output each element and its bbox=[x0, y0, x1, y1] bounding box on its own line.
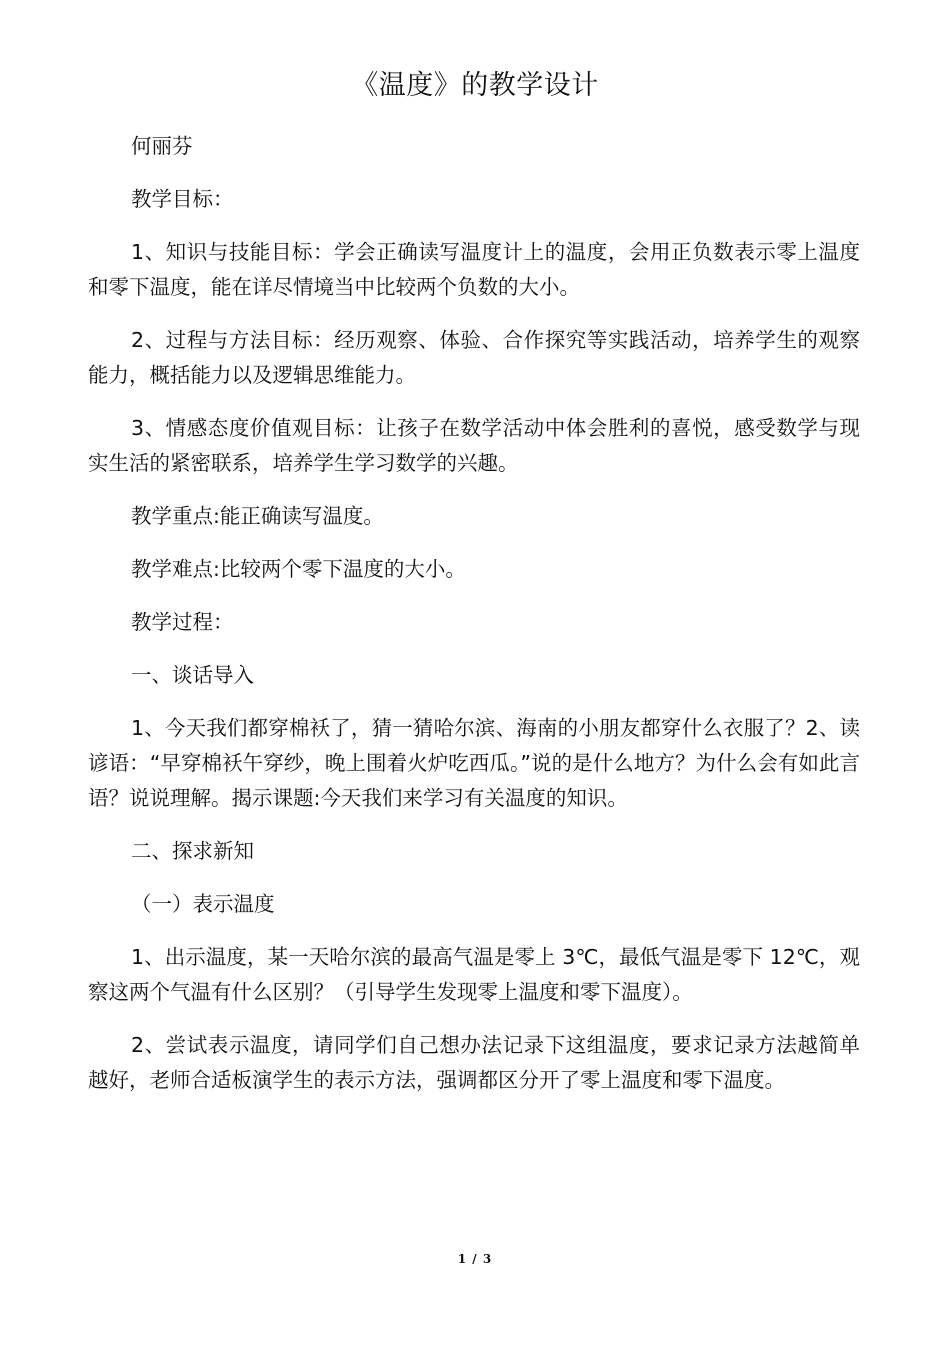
goal-process-methods: 2、过程与方法目标：经历观察、体验、合作探究等实践活动，培养学生的观察能力，概括能力以及逻辑思维能力。 bbox=[88, 328, 860, 387]
heading-teaching-process: 教学过程： bbox=[131, 610, 234, 634]
document-title: 《温度》的教学设计 bbox=[351, 70, 599, 101]
section-one-content: 1、今天我们都穿棉袄了，猜一猜哈尔滨、海南的小朋友都穿什么衣服了？2、读谚语：“早穿棉袄午穿纱，晚上围着火炉吃西瓜。”说的是什么地方？为什么会有如此言语？说说理解。揭示课题:今天我们来学习有关温度的知识。 bbox=[88, 716, 860, 810]
heading-teaching-goals: 教学目标： bbox=[131, 187, 234, 211]
temperature-item-two: 2、尝试表示温度，请同学们自己想办法记录下这组温度，要求记录方法越简单越好，老师合适板演学生的表示方法，强调都区分开了零上温度和零下温度。 bbox=[88, 1033, 860, 1092]
section-two-heading: 二、探求新知 bbox=[131, 839, 254, 863]
goal-emotion-values: 3、情感态度价值观目标：让孩子在数学活动中体会胜利的喜悦，感受数学与现实生活的紧密联系，培养学生学习数学的兴趣。 bbox=[88, 416, 860, 475]
section-one-heading: 一、谈话导入 bbox=[131, 663, 254, 687]
teaching-key-point: 教学重点:能正确读写温度。 bbox=[131, 504, 384, 528]
temperature-item-one: 1、出示温度，某一天哈尔滨的最高气温是零上 3℃，最低气温是零下 12℃，观察这两个气温有什么区别？（引导学生发现零上温度和零下温度）。 bbox=[88, 945, 860, 1004]
page-indicator: 1 / 3 bbox=[457, 1252, 493, 1266]
subsection-heading: （一）表示温度 bbox=[131, 892, 275, 916]
author-name: 何丽芬 bbox=[131, 134, 193, 158]
document-body bbox=[88, 129, 860, 1116]
goal-knowledge-skills: 1、知识与技能目标：学会正确读写温度计上的温度，会用正负数表示零上温度和零下温度，能在详尽情境当中比较两个负数的大小。 bbox=[88, 240, 860, 299]
teaching-difficulty: 教学难点:比较两个零下温度的大小。 bbox=[131, 557, 466, 581]
